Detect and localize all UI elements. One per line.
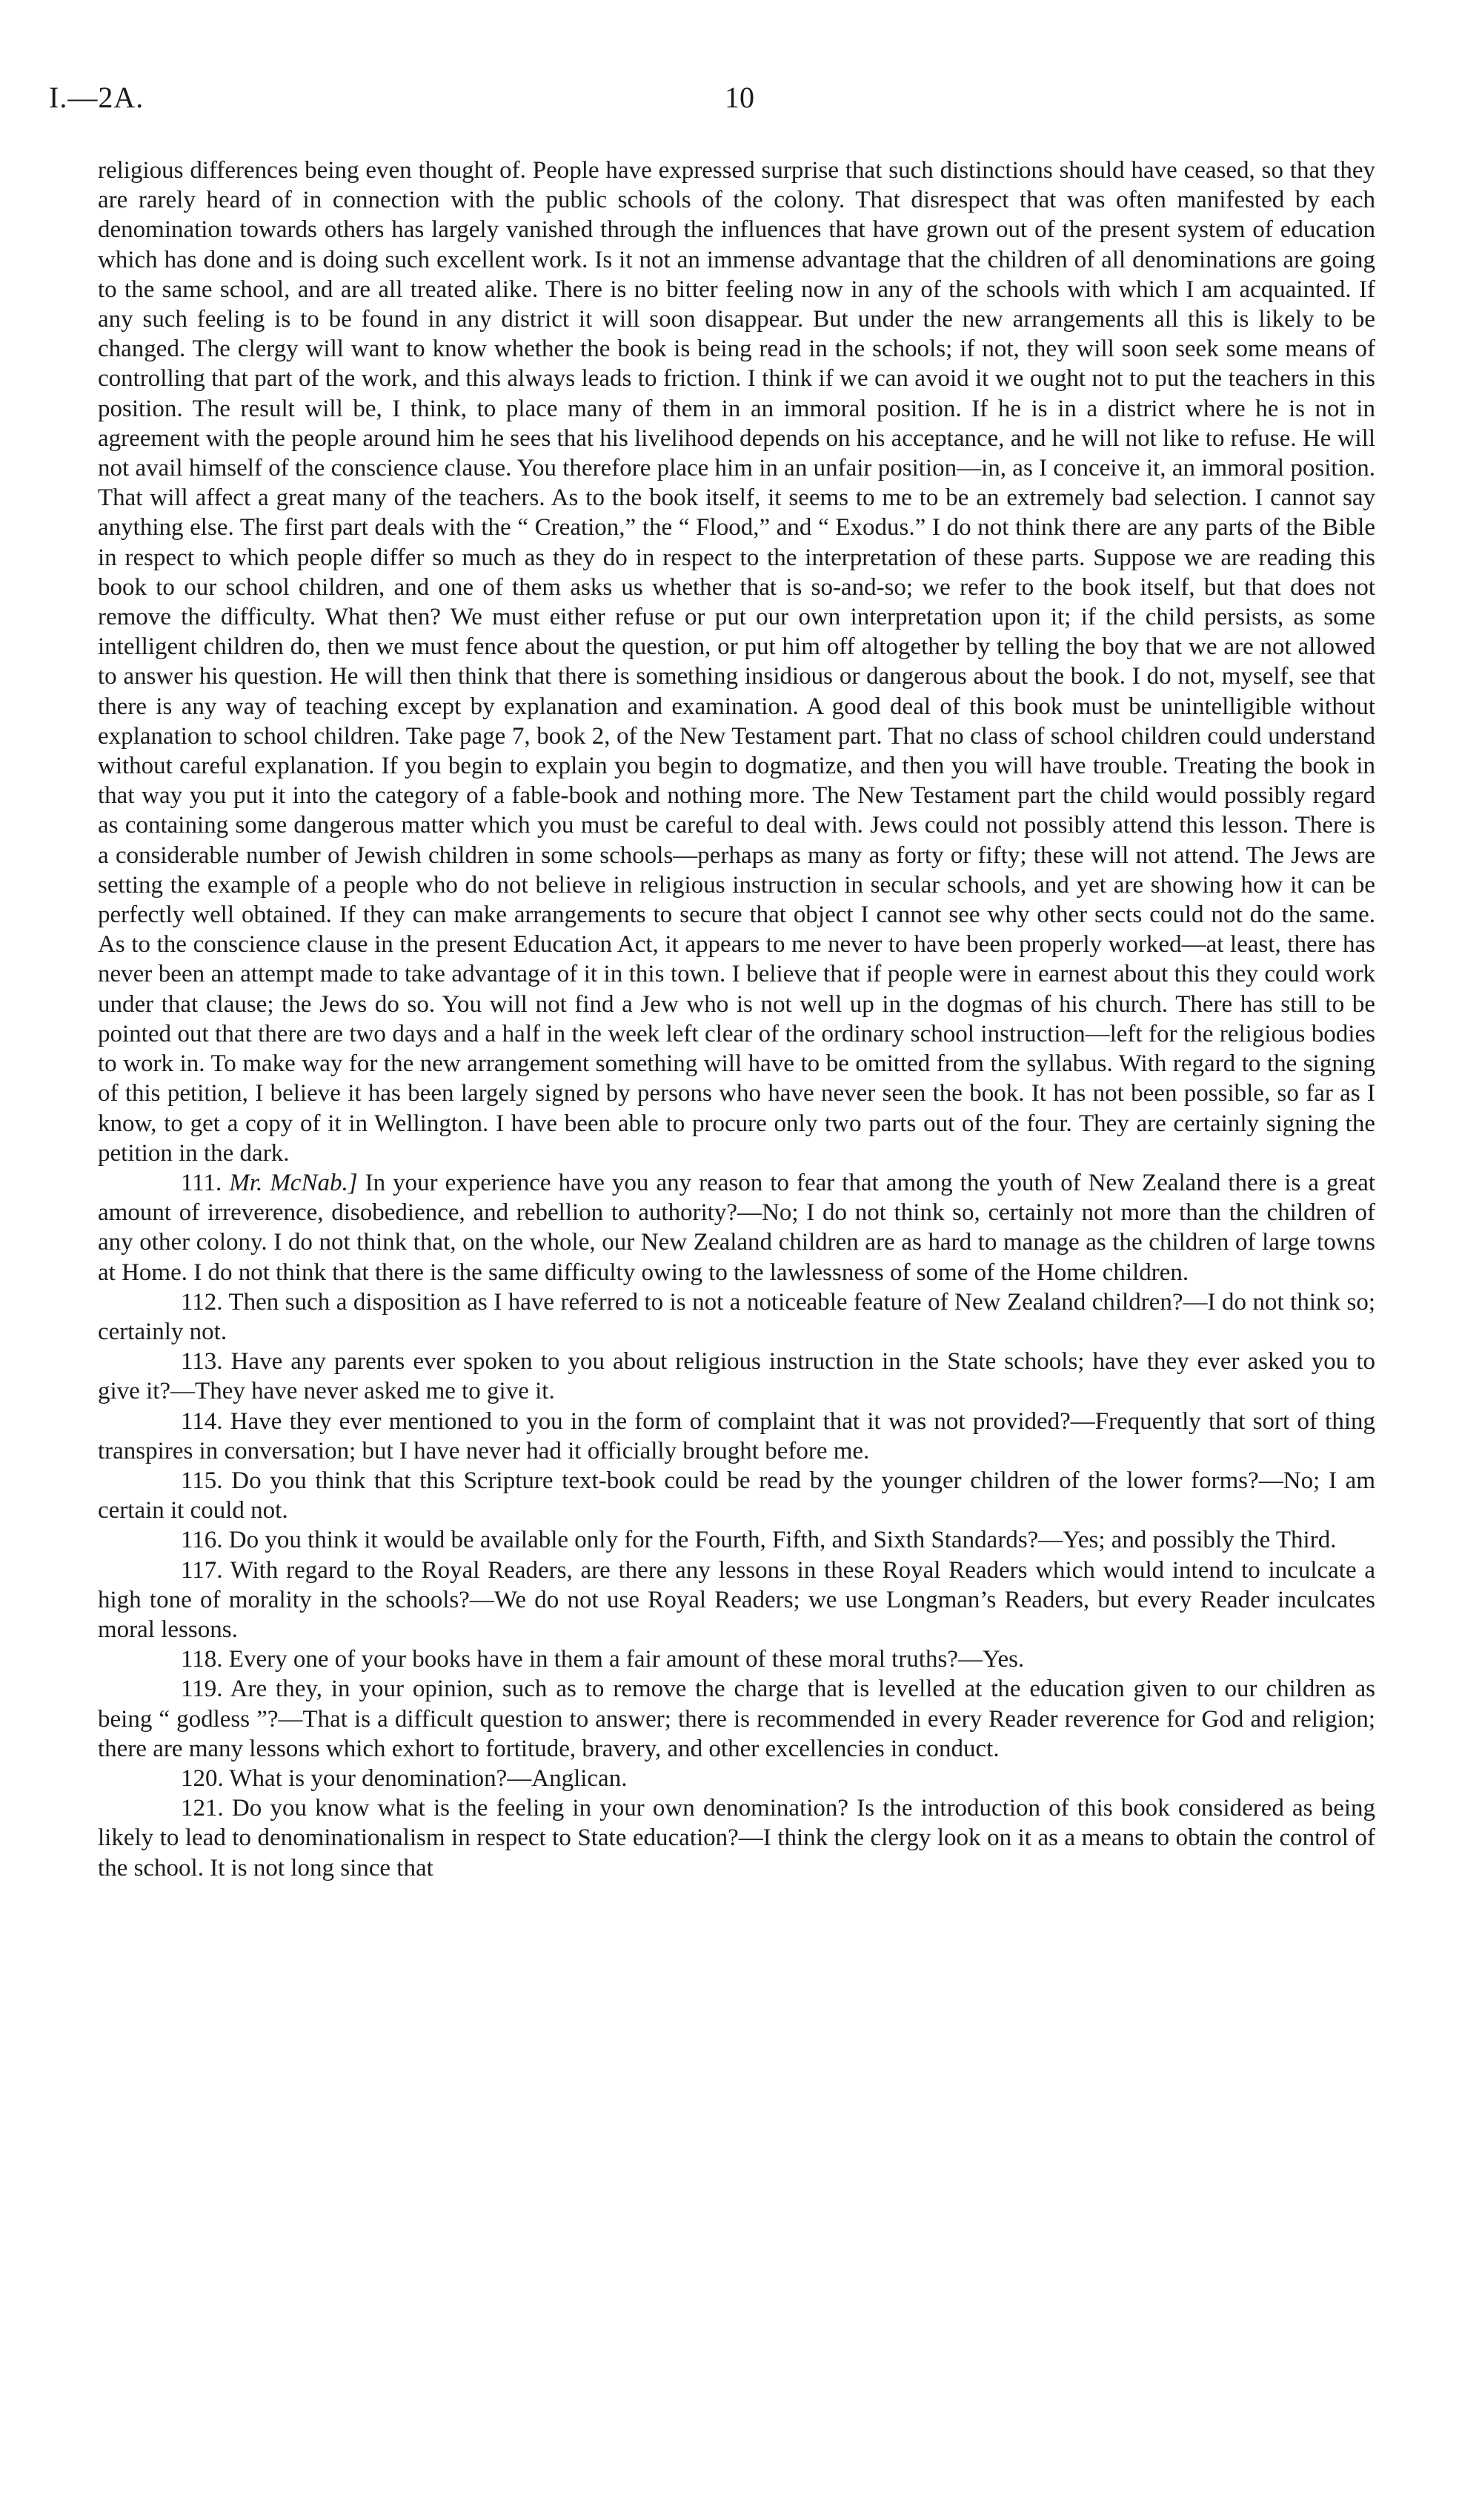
question-answer-text: Do you think it would be available only for the Fourth, Fifth, and Sixth Standards?—Yes; and possibly the Third. — [228, 1527, 1337, 1554]
question-number: 113. — [181, 1348, 223, 1376]
question-number: 115. — [181, 1467, 223, 1494]
speaker-name: Mr. McNab.] — [229, 1169, 358, 1196]
question-number: 121. — [181, 1795, 224, 1822]
question-answer-text: Do you know what is the feeling in your own denomination? Is the introduction of this book considered as being likely to lead to denominationalism in respect to State education?—I think the clergy look on it as a means to obtain the control of the school. It is not long since that — [98, 1795, 1376, 1881]
evidence-text — [98, 156, 1375, 1883]
question-answer-text: Then such a disposition as I have referred to is not a noticeable feature of New Zealand children?—I do not think so; certainly not. — [98, 1288, 1376, 1345]
page-header — [49, 80, 1430, 124]
question-117 — [98, 1556, 1375, 1645]
question-118 — [98, 1644, 1375, 1674]
question-answer-text: What is your denomination?—Anglican. — [229, 1764, 628, 1792]
page-number: 10 — [725, 81, 754, 114]
question-answer-text: Every one of your books have in them a fair amount of these moral truths?—Yes. — [228, 1646, 1025, 1673]
question-121 — [98, 1793, 1375, 1883]
question-answer-text: Have they ever mentioned to you in the form of complaint that it was not provided?—Frequently that sort of thing transpires in conversation; but I have never had it officially brought before me. — [98, 1407, 1375, 1464]
question-number: 117. — [181, 1556, 223, 1584]
question-number: 120. — [181, 1764, 224, 1792]
question-116 — [98, 1525, 1375, 1555]
question-answer-text: Are they, in your opinion, such as to remove the charge that is levelled at the education given to our children as being “ godless ”?—That is a difficult question to answer; there is recommended in every Reader reverence for God and religion; there are many lessons which exhort to fortitude, bravery, and other excellencies in conduct. — [98, 1676, 1375, 1762]
question-number: 112. — [181, 1288, 223, 1316]
continued-answer-paragraph: religious differences being even thought of. People have expressed surprise that such distinctions should have ceased, so that they are rarely heard of in connection with the public schools of the colony. That disrespect that was often manifested by each denomination towards others has largely vanished through the influences that have grown out of the present system of education which has done and is doing such excellent work. Is it not an immense advantage that the children of all denominations are going to the same school, and are all treated alike. There is no bitter feeling now in any of the schools with which I am acquainted. If any such feeling is to be found in any district it will soon disappear. But under the new arrangements all this is likely to be changed. The clergy will want to know whether the book is being read in the schools; if not, they will soon seek some means of controlling that part of the work, and this always leads to friction. I think if we can avoid it we ought not to put the teachers in this position. The result will be, I think, to place many of them in an immoral position. If he is in a district where he is not in agreement with the people around him he sees that his livelihood depends on his acceptance, and he will not like to refuse. He will not avail himself of the conscience clause. You therefore place him in an unfair position—in, as I conceive it, an immoral position. That will affect a great many of the teachers. As to the book itself, it seems to me to be an extremely bad selection. I cannot say anything else. The first part deals with the “ Creation,” the “ Flood,” and “ Exodus.” I do not think there are any parts of the Bible in respect to which people differ so much as they do in respect to the interpretation of these parts. Suppose we are reading this book to our school children, and one of them asks us whether that is so-and-so; we refer to the book itself, but that does not remove the difficulty. What then? We must either refuse or put our own interpretation upon it; if the child persists, as some intelligent children do, then we must fence about the question, or put him off altogether by telling the boy that we are not allowed to answer his question. He will then think that there is something insidious or dangerous about the book. I do not, myself, see that there is any way of teaching except by explanation and examination. A good deal of this book must be unintelligible without explanation to school children. Take page 7, book 2, of the New Testament part. That no class of school children could understand without careful explanation. If you begin to explain you begin to dogmatize, and then you will have trouble. Treating the book in that way you put it into the category of a fable-book and nothing more. The New Testament part the child would possibly regard as containing some dangerous matter which you must be careful to deal with. Jews could not possibly attend this lesson. There is a considerable number of Jewish children in some schools—perhaps as many as forty or fifty; these will not attend. The Jews are setting the example of a people who do not believe in religious instruction in secular schools, and yet are showing how it can be perfectly well obtained. If they can make arrangements to secure that object I cannot see why other sects could not do the same. As to the conscience clause in the present Education Act, it appears to me never to have been properly worked—at least, there has never been an attempt made to take advantage of it in this town. I believe that if people were in earnest about this they could work under that clause; the Jews do so. You will not find a Jew who is not well up in the dogmas of his church. There has still to be pointed out that there are two days and a half in the week left clear of the ordinary school instruction—left for the religious bodies to work in. To make way for the new arrangement something will have to be omitted from the syllabus. With regard to the signing of this petition, I believe it has been largely signed by persons who have never seen the book. It has not been possible, so far as I know, to get a copy of it in Wellington. I have been able to procure only two parts out of the four. They are certainly signing the petition in the dark. — [98, 157, 1375, 1167]
question-119 — [98, 1674, 1375, 1764]
question-number: 111. — [181, 1169, 222, 1196]
question-111 — [98, 1168, 1375, 1287]
question-115 — [98, 1466, 1375, 1525]
question-answer-text: Have any parents ever spoken to you about religious instruction in the State schools; have they ever asked you to give it?—They have never asked me to give it. — [98, 1348, 1375, 1405]
question-114 — [98, 1407, 1375, 1466]
question-112 — [98, 1287, 1375, 1347]
question-answer-text: In your experience have you any reason to fear that among the youth of New Zealand there is a great amount of irreverence, disobedience, and rebellion to authority?—No; I do not think so, certainly not more than the children of any other colony. I do not think that, on the whole, our New Zealand children are as hard to manage as the children of large towns at Home. I do not think that there is the same difficulty owing to the lawlessness of some of the Home children. — [98, 1169, 1376, 1286]
question-number: 118. — [181, 1646, 223, 1673]
question-number: 114. — [181, 1407, 223, 1435]
question-number: 119. — [181, 1676, 223, 1703]
question-number: 116. — [181, 1527, 223, 1554]
question-120 — [98, 1764, 1375, 1793]
question-answer-text: With regard to the Royal Readers, are there any lessons in these Royal Readers which would intend to inculcate a high tone of morality in the schools?—We do not use Royal Readers; we use Longman’s Readers, but every Reader inculcates moral lessons. — [98, 1556, 1376, 1643]
question-answer-text: Do you think that this Scripture text-book could be read by the younger children of the lower forms?—No; I am certain it could not. — [98, 1467, 1376, 1524]
document-reference: I.—2A. — [49, 81, 144, 114]
question-113 — [98, 1347, 1375, 1406]
